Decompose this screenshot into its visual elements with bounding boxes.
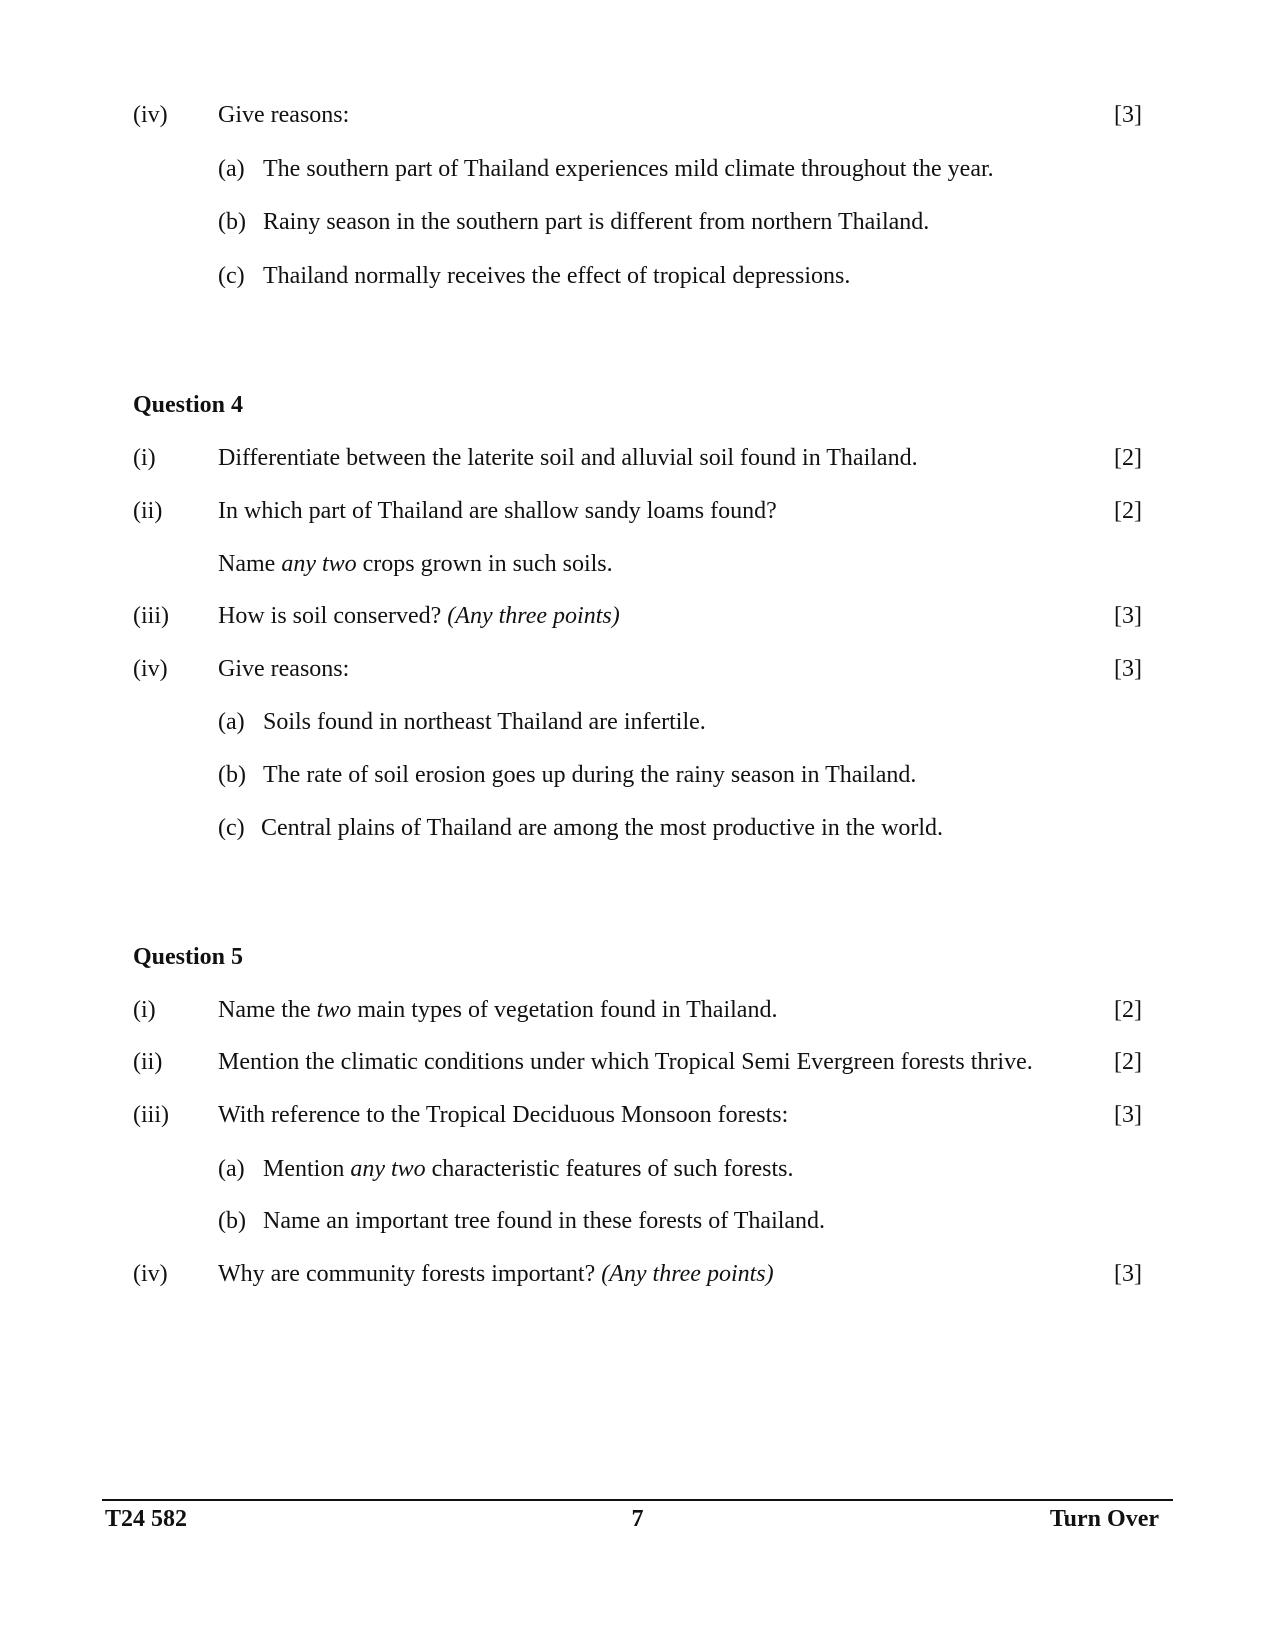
q4-ii-number: (ii) — [133, 498, 163, 524]
q5-i-text: Name the two main types of vegetation found in Thailand. — [218, 997, 778, 1023]
q5-iii-a-text: Mention any two characteristic features of such forests. — [263, 1156, 794, 1182]
q4-iv-c-text: Central plains of Thailand are among the most productive in the world. — [261, 815, 944, 841]
q4-iv-b-text: The rate of soil erosion goes up during the rainy season in Thailand. — [263, 762, 917, 788]
q4-iii-text: How is soil conserved? (Any three points) — [218, 603, 620, 629]
q3-iv-text: Give reasons: — [218, 102, 350, 128]
question-5-heading: Question 5 — [133, 944, 244, 970]
q3-iv-number: (iv) — [133, 102, 168, 128]
q4-iv-text: Give reasons: — [218, 656, 350, 682]
turn-over-label: Turn Over — [1049, 1506, 1159, 1532]
q5-iii-text: With reference to the Tropical Deciduous Monsoon forests: — [218, 1102, 789, 1128]
q4-iii-number: (iii) — [133, 603, 169, 629]
q4-i-marks: [2] — [1114, 445, 1142, 471]
q3-iv-a-label: (a) — [218, 156, 245, 182]
q5-i-number: (i) — [133, 997, 156, 1023]
q5-iii-number: (iii) — [133, 1102, 169, 1128]
q3-iv-a-text: The southern part of Thailand experiences mild climate throughout the year. — [263, 156, 994, 182]
q3-iv-c-text: Thailand normally receives the effect of tropical depressions. — [263, 263, 851, 289]
q4-iv-marks: [3] — [1114, 656, 1142, 682]
q5-ii-number: (ii) — [133, 1049, 163, 1075]
q4-iv-c-label: (c) — [218, 815, 245, 841]
q4-iv-number: (iv) — [133, 656, 168, 682]
q3-iv-b-text: Rainy season in the southern part is different from northern Thailand. — [263, 209, 930, 235]
q5-iv-number: (iv) — [133, 1261, 168, 1287]
q3-iv-c-label: (c) — [218, 263, 245, 289]
q5-ii-marks: [2] — [1114, 1049, 1142, 1075]
q3-iv-marks: [3] — [1114, 102, 1142, 128]
q5-ii-text: Mention the climatic conditions under which Tropical Semi Evergreen forests thrive. — [218, 1049, 1033, 1075]
q4-iv-b-label: (b) — [218, 762, 246, 788]
question-4-heading: Question 4 — [133, 392, 244, 418]
q4-ii-marks: [2] — [1114, 498, 1142, 524]
q5-i-marks: [2] — [1114, 997, 1142, 1023]
footer-divider — [102, 1499, 1173, 1501]
q5-iii-marks: [3] — [1114, 1102, 1142, 1128]
q5-iii-a-label: (a) — [218, 1156, 245, 1182]
q4-ii-text: In which part of Thailand are shallow sandy loams found? — [218, 498, 777, 524]
q5-iii-b-label: (b) — [218, 1208, 246, 1234]
q5-iv-marks: [3] — [1114, 1261, 1142, 1287]
q4-iv-a-label: (a) — [218, 709, 245, 735]
page-number: 7 — [631, 1506, 644, 1532]
q4-ii-followup: Name any two crops grown in such soils. — [218, 551, 613, 577]
q4-i-text: Differentiate between the laterite soil and alluvial soil found in Thailand. — [218, 445, 918, 471]
q4-iii-marks: [3] — [1114, 603, 1142, 629]
q4-i-number: (i) — [133, 445, 156, 471]
q3-iv-b-label: (b) — [218, 209, 246, 235]
q4-iv-a-text: Soils found in northeast Thailand are infertile. — [263, 709, 706, 735]
paper-code: T24 582 — [105, 1506, 188, 1532]
q5-iv-text: Why are community forests important? (Any three points) — [218, 1261, 774, 1287]
q5-iii-b-text: Name an important tree found in these forests of Thailand. — [263, 1208, 826, 1234]
